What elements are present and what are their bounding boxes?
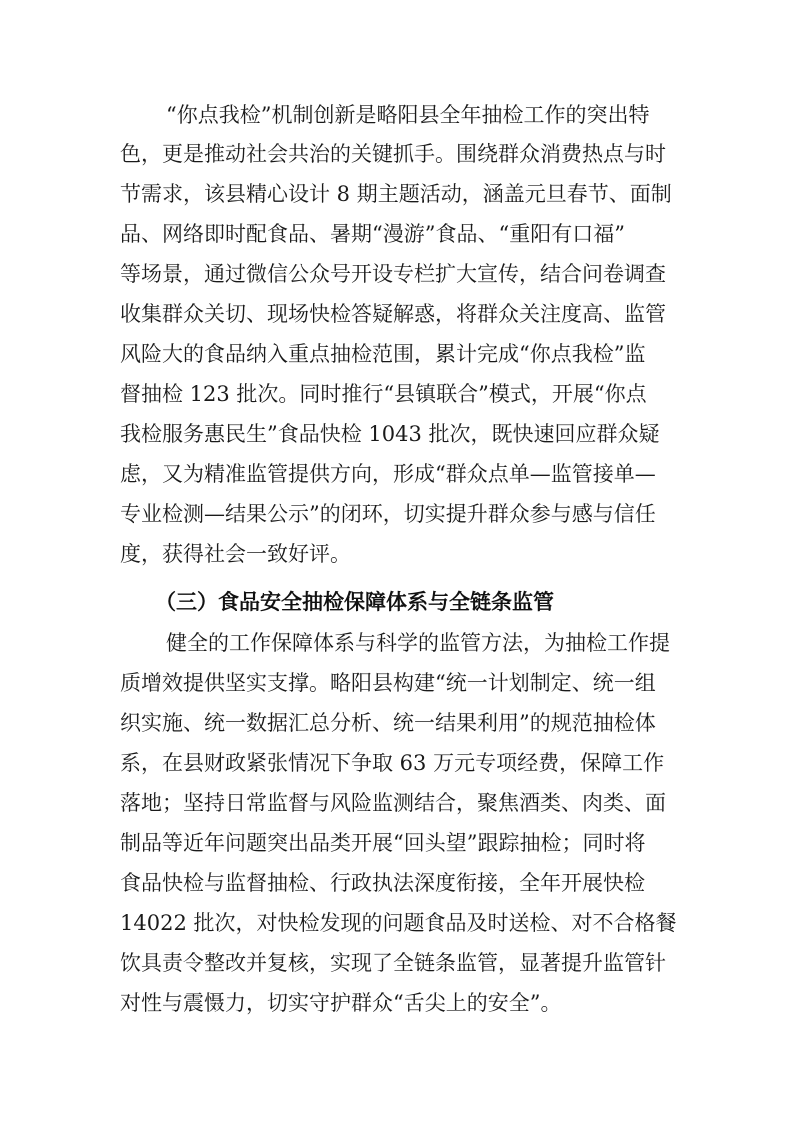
paragraph-1-line: 风险大的食品纳入重点抽检范围，累计完成“你点我检”监 bbox=[120, 342, 646, 366]
paragraph-2-line: 对性与震慑力，切实守护群众“舌尖上的安全”。 bbox=[120, 991, 562, 1015]
paragraph-2-line: 健全的工作保障体系与科学的监管方法，为抽检工作提 bbox=[166, 631, 670, 655]
paragraph-1-line: 专业检测—结果公示”的闭环，切实提升群众参与感与信任 bbox=[120, 502, 656, 526]
paragraph-2-line: 食品快检与监督抽检、行政执法深度衔接，全年开展快检 bbox=[120, 871, 645, 895]
paragraph-2-line: 饮具责令整改并复核，实现了全链条监管，显著提升监管针 bbox=[120, 951, 666, 975]
paragraph-1-line: “你点我检”机制创新是略阳县全年抽检工作的突出特 bbox=[166, 103, 650, 127]
paragraph-1-line: 收集群众关切、现场快检答疑解惑，将群众关注度高、监管 bbox=[120, 302, 666, 326]
paragraph-1-line: 虑，又为精准监管提供方向，形成“群众点单—监管接单— bbox=[120, 462, 656, 486]
paragraph-2-line: 14022 批次，对快检发现的问题食品及时送检、对不合格餐 bbox=[120, 911, 677, 935]
paragraph-2-line: 织实施、统一数据汇总分析、统一结果利用”的规范抽检体 bbox=[120, 711, 656, 735]
section-heading: （三）食品安全抽检保障体系与全链条监管 bbox=[155, 590, 554, 614]
paragraph-2-line: 落地；坚持日常监督与风险监测结合，聚焦酒类、肉类、面 bbox=[120, 791, 666, 815]
paragraph-1-line: 色，更是推动社会共治的关键抓手。围绕群众消费热点与时 bbox=[120, 142, 666, 166]
paragraph-2-line: 制品等近年问题突出品类开展“回头望”跟踪抽检；同时将 bbox=[120, 831, 646, 855]
paragraph-1-line: 我检服务惠民生”食品快检 1043 批次，既快速回应群众疑 bbox=[120, 422, 660, 446]
paragraph-1-line: 度，获得社会一致好评。 bbox=[120, 542, 351, 566]
paragraph-1-line: 节需求，该县精心设计 8 期主题活动，涵盖元旦春节、面制 bbox=[120, 182, 672, 206]
paragraph-2-line: 系，在县财政紧张情况下争取 63 万元专项经费，保障工作 bbox=[120, 751, 665, 775]
paragraph-2-line: 质增效提供坚实支撑。略阳县构建“统一计划制定、统一组 bbox=[120, 671, 656, 695]
paragraph-1-line: 督抽检 123 批次。同时推行“县镇联合”模式，开展“你点 bbox=[120, 382, 647, 406]
paragraph-1-line: 品、网络即时配食品、暑期“漫游”食品、“重阳有口福” bbox=[120, 222, 625, 246]
paragraph-1-line: 等场景，通过微信公众号开设专栏扩大宣传，结合问卷调查 bbox=[120, 262, 666, 286]
